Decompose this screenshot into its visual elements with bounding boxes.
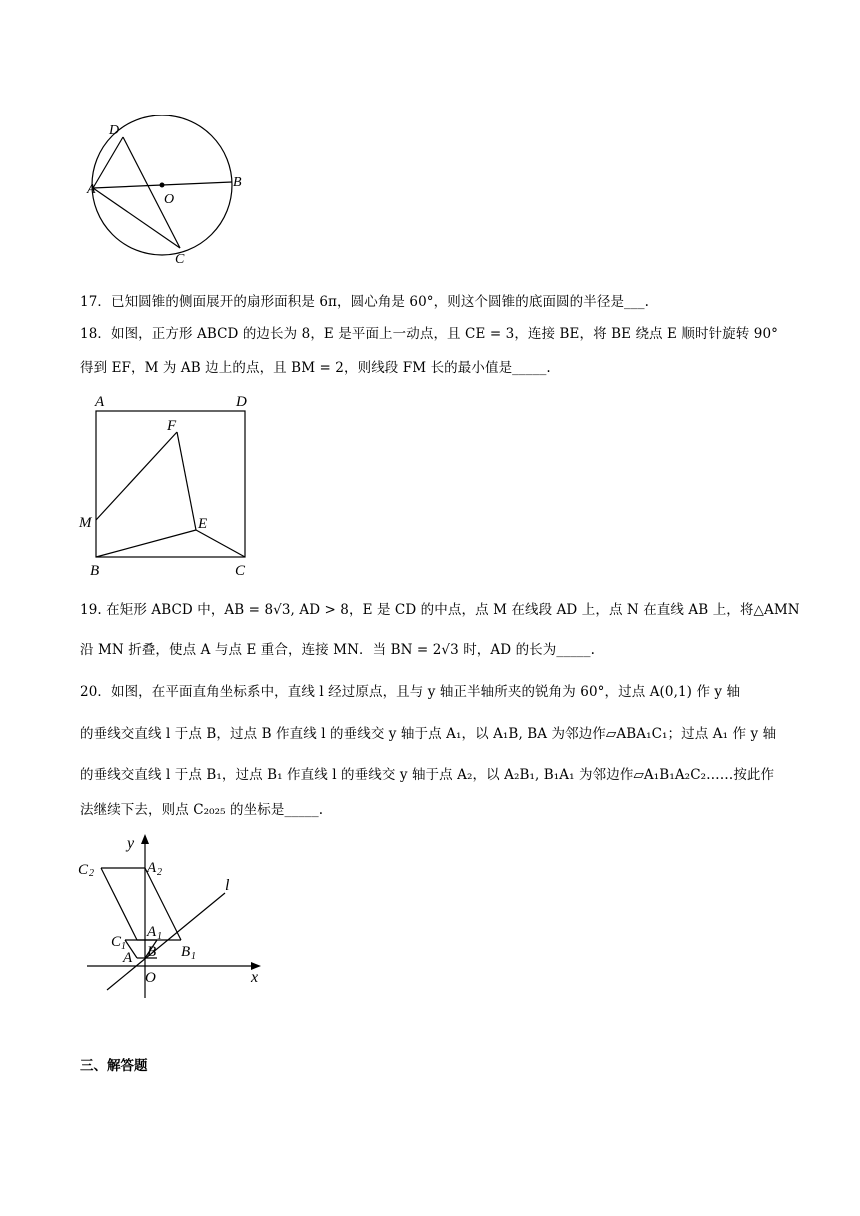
label-a: A <box>123 950 133 966</box>
label-x: x <box>251 969 259 986</box>
label-e: E <box>198 516 208 532</box>
square-diagram <box>75 390 265 580</box>
label-b: B <box>147 944 157 960</box>
question-18-text-line2: 得到 EF，M 为 AB 边上的点，且 BM = 2，则线段 FM 长的最小值是_____. <box>80 360 551 376</box>
segment-fm <box>96 432 177 520</box>
label-f: F <box>167 418 177 434</box>
question-20-text-line3: 的垂线交直线 l 于点 B₁，过点 B₁ 作直线 l 的垂线交 y 轴于点 A₂，以 A₂B₁, B₁A₁ 为邻边作▱A₁B₁A₂C₂……按此作 <box>80 767 775 783</box>
label-a2-sub: 2 <box>157 867 162 878</box>
square-figure <box>75 390 265 580</box>
label-m: M <box>79 515 92 531</box>
label-a1-sub: 1 <box>157 931 162 942</box>
label-c: C <box>175 252 185 267</box>
center-point <box>160 183 165 188</box>
label-y: y <box>127 835 135 852</box>
coordinate-diagram <box>75 830 275 1000</box>
label-a1: A <box>147 924 157 940</box>
circle-figure <box>80 115 260 270</box>
label-o: O <box>145 970 156 986</box>
label-b1-sub: 1 <box>191 951 196 962</box>
label-c2-sub: 2 <box>89 868 94 879</box>
label-c: C <box>235 563 246 579</box>
label-o: O <box>164 192 175 207</box>
question-19-text-line1: 19. 在矩形 ABCD 中，AB = 8√3, AD > 8，E 是 CD 的中点，点 M 在线段 AD 上，点 N 在直线 AB 上，将△AMN <box>80 602 800 618</box>
question-19-text-line2: 沿 MN 折叠，使点 A 与点 E 重合，连接 MN．当 BN = 2√3 时，AD 的长为_____. <box>80 642 596 658</box>
label-c2: C <box>78 862 89 878</box>
question-17-text: 17．已知圆锥的侧面展开的扇形面积是 6π，圆心角是 60°，则这个圆锥的底面圆的半径是___. <box>80 294 649 310</box>
y-axis-arrow <box>141 834 149 844</box>
label-a: A <box>95 394 105 410</box>
circle-diagram <box>80 115 260 270</box>
label-c1: C <box>111 934 122 950</box>
label-c1-sub: 1 <box>121 941 126 952</box>
question-20-text-line2: 的垂线交直线 l 于点 B，过点 B 作直线 l 的垂线交 y 轴于点 A₁，以 A₁B, BA 为邻边作▱ABA₁C₁；过点 A₁ 作 y 轴 <box>80 726 777 742</box>
label-d: D <box>236 394 247 410</box>
label-a2: A <box>147 860 157 876</box>
segment-ec <box>196 530 245 557</box>
question-20-text-line4: 法继续下去，则点 C₂₀₂₅ 的坐标是_____. <box>80 802 324 818</box>
section-heading: 三、解答题 <box>80 1058 148 1074</box>
segment-be <box>96 530 196 557</box>
label-l: l <box>225 877 230 894</box>
label-b: B <box>90 563 100 579</box>
question-20-text-line1: 20．如图，在平面直角坐标系中，直线 l 经过原点，且与 y 轴正半轴所夹的锐角为 60°，过点 A(0,1) 作 y 轴 <box>80 684 741 700</box>
label-a: A <box>87 182 96 197</box>
segment-ef <box>177 432 196 530</box>
label-b: B <box>233 175 242 190</box>
label-d: D <box>109 123 120 138</box>
question-18-text-line1: 18．如图，正方形 ABCD 的边长为 8，E 是平面上一动点，且 CE = 3，连接 BE，将 BE 绕点 E 顺时针旋转 90° <box>80 326 778 342</box>
segment-c2-a1 <box>101 868 137 940</box>
segment-ad <box>93 137 123 188</box>
label-b1: B <box>181 944 191 960</box>
coordinate-figure <box>75 830 275 1000</box>
